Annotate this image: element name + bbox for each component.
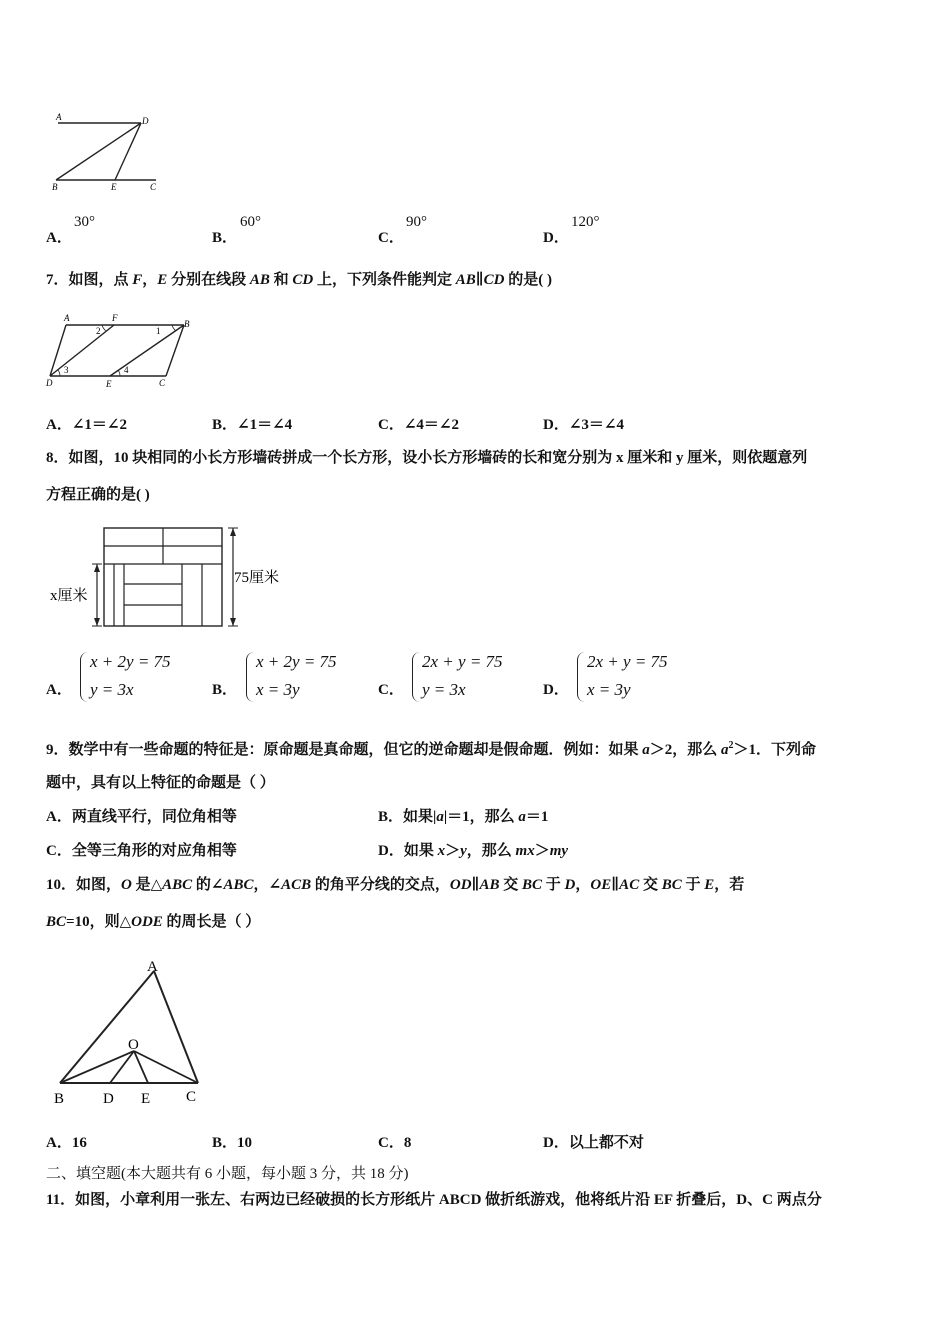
q8-stem-line2: 方程正确的是( ) [46, 487, 150, 503]
q10-option-d[interactable] [543, 1131, 644, 1152]
q10-var: ODE [131, 914, 163, 930]
q6-option-d-value: 120° [571, 214, 600, 230]
q10-var: BC [661, 877, 682, 893]
q8-option-d-letter: D． [543, 682, 569, 698]
q10-var: OD∥AB [449, 877, 500, 893]
q9-option-b-var: a [518, 809, 526, 825]
q9-option-b[interactable] [378, 807, 548, 827]
q7-stem-text: 7．如图，点 [46, 272, 133, 288]
q7-option-a-letter: A． [46, 417, 72, 433]
q6-label-d: D [142, 116, 149, 126]
q9-option-d-text: ＞ [445, 843, 461, 859]
q10-label-c: C [186, 1089, 197, 1105]
q7-label-b: B [184, 319, 190, 329]
q8-option-c-eq2: y = 3x [422, 680, 466, 699]
q10-label-a: A [147, 959, 158, 975]
q9-option-d-var: mx [515, 843, 535, 859]
q8-option-b-brace [246, 652, 255, 702]
q10-option-a-letter: A． [46, 1135, 72, 1151]
q10-option-b-letter: B． [212, 1135, 238, 1151]
q10-var: O [121, 877, 132, 893]
q7-label-f: F [112, 313, 118, 323]
q7-stem-var-e: E [157, 272, 168, 288]
q9-option-d-text: ，那么 [466, 843, 516, 859]
q9-text: 9．数学中有一些命题的特征是：原命题是真命题，但它的逆命题却是假命题．例如：如果 [46, 742, 643, 758]
q7-option-b-text: ∠1＝∠4 [237, 417, 293, 433]
section-2-heading: 二、填空题(本大题共有 6 小题，每小题 3 分，共 18 分) [46, 1166, 409, 1182]
q6-label-a: A [56, 112, 62, 122]
q8-option-a-eq1: x + 2y = 75 [90, 652, 171, 671]
q9-stem-line2: 题中，具有以上特征的命题是（ ） [46, 775, 275, 791]
q10-option-b[interactable] [212, 1131, 252, 1152]
q10-var: E [704, 877, 715, 893]
q6-option-c-letter: C． [378, 230, 404, 246]
q8-option-c[interactable] [378, 648, 538, 708]
q10-text: ， [575, 877, 591, 893]
q10-figure [48, 955, 218, 1110]
q9-option-b-text: B．如果| [378, 809, 437, 825]
q7-option-d-letter: D． [543, 417, 569, 433]
q11-stem: 11．如图，小章利用一张左、右两边已经破损的长方形纸片 ABCD 做折纸游戏，他将纸片沿 EF 折叠后，D、C 两点分 [46, 1192, 822, 1208]
q8-option-d-eq1: 2x + y = 75 [587, 652, 668, 671]
q7-option-a-text: ∠1＝∠2 [71, 417, 127, 433]
q10-option-a[interactable] [46, 1131, 87, 1152]
q7-option-a[interactable] [46, 413, 127, 434]
q10-text: 10．如图， [46, 877, 122, 893]
q10-var: ABC [162, 877, 193, 893]
q10-var: OE∥AC [590, 877, 640, 893]
q10-var: ACB [281, 877, 312, 893]
q8-option-a-brace [80, 652, 89, 702]
q6-figure [48, 110, 168, 195]
q8-option-c-letter: C． [378, 682, 404, 698]
q9-option-b-text: ＝1 [525, 809, 549, 825]
q9-exponent: 2 [728, 740, 734, 751]
q6-option-c[interactable] [378, 214, 427, 247]
q9-text: ＞1．下列命 [733, 742, 817, 758]
q8-stem-line1: 8．如图，10 块相同的小长方形墙砖拼成一个长方形，设小长方形墙砖的长和宽分别为 x 厘米和 y 厘米，则依题意列 [46, 450, 808, 466]
q6-option-b-value: 60° [240, 214, 261, 230]
q10-label-o: O [128, 1037, 139, 1053]
q10-text: 于 [681, 877, 705, 893]
q7-option-b[interactable] [212, 413, 292, 434]
q10-var: ABC [223, 877, 254, 893]
q9-stem-line1 [46, 736, 816, 760]
q9-option-a[interactable]: A．两直线平行，同位角相等 [46, 809, 237, 825]
q7-option-c[interactable] [378, 413, 459, 434]
q9-option-d-text: ＞ [534, 843, 550, 859]
q6-option-d-letter: D． [543, 230, 569, 246]
q8-option-a[interactable] [46, 648, 206, 708]
q8-option-d-eq2: x = 3y [587, 680, 631, 699]
q8-option-a-eq2: y = 3x [90, 680, 134, 699]
q10-text: 交 [499, 877, 523, 893]
q10-option-c[interactable] [378, 1131, 411, 1152]
q8-option-c-eq1: 2x + y = 75 [422, 652, 503, 671]
q7-stem-var-cd: CD [292, 272, 314, 288]
q7-label-a: A [64, 313, 70, 323]
q6-label-c: C [150, 182, 157, 192]
q7-angle-1: 1 [156, 326, 161, 336]
q10-text: 于 [542, 877, 565, 893]
q7-label-c: C [159, 378, 166, 388]
q7-figure [44, 310, 204, 392]
q7-option-c-text: ∠4＝∠2 [403, 417, 459, 433]
q10-label-d: D [103, 1091, 114, 1107]
q7-angle-4: 4 [124, 365, 129, 375]
q7-stem-text: 分别在线段 [167, 272, 250, 288]
q8-option-a-letter: A． [46, 682, 72, 698]
q7-stem-text: 的是( ) [504, 272, 553, 288]
q10-var: D [564, 877, 576, 893]
q8-option-b-system [256, 648, 337, 704]
q10-text: 的角平分线的交点， [311, 877, 450, 893]
q9-option-d-var: x [437, 843, 446, 859]
q7-option-b-letter: B． [212, 417, 238, 433]
q7-option-c-letter: C． [378, 417, 404, 433]
q6-option-d[interactable] [543, 214, 600, 247]
q8-option-b-eq2: x = 3y [256, 680, 300, 699]
q10-label-e: E [141, 1091, 151, 1107]
q7-stem [46, 270, 552, 290]
q8-option-a-system [90, 648, 171, 704]
q8-label-75: 75厘米 [234, 570, 280, 586]
q10-var: BC [522, 877, 543, 893]
q10-text: ，若 [714, 877, 745, 893]
q7-angle-3: 3 [64, 365, 69, 375]
q9-option-c[interactable]: C．全等三角形的对应角相等 [46, 843, 237, 859]
q6-option-c-value: 90° [406, 214, 427, 230]
q7-stem-var-ab-cd: AB∥CD [455, 272, 505, 288]
q10-text: 的∠ [192, 877, 224, 893]
q10-option-c-letter: C． [378, 1135, 404, 1151]
q6-option-a-letter: A． [46, 230, 72, 246]
q7-stem-text: 上，下列条件能判定 [313, 272, 456, 288]
q9-option-d-var: y [460, 843, 467, 859]
q9-var-a: a [721, 742, 729, 758]
q7-stem-text: ， [142, 272, 158, 288]
q8-option-b-eq1: x + 2y = 75 [256, 652, 337, 671]
q7-option-d[interactable] [543, 413, 624, 434]
q8-figure [48, 522, 298, 637]
q7-stem-var-f: F [132, 272, 143, 288]
q6-option-a[interactable] [46, 214, 95, 247]
q6-label-e: E [111, 182, 117, 192]
q10-option-d-text: 以上都不对 [568, 1135, 644, 1151]
q8-option-d-brace [577, 652, 586, 702]
q9-text: ＞2，那么 [649, 742, 722, 758]
q7-label-e: E [106, 379, 112, 389]
q8-option-b-letter: B． [212, 682, 238, 698]
q10-option-d-letter: D． [543, 1135, 569, 1151]
q7-option-d-text: ∠3＝∠4 [568, 417, 624, 433]
q9-option-d-var: my [549, 843, 569, 859]
q8-option-d-system [587, 648, 668, 704]
q9-var-a: a [642, 742, 650, 758]
q10-text: 的周长是（ ） [162, 914, 261, 930]
q10-label-b: B [54, 1091, 65, 1107]
q10-option-c-text: 8 [403, 1135, 412, 1151]
q10-text: 是△ [131, 877, 163, 893]
q6-option-a-value: 30° [74, 214, 95, 230]
q6-label-b: B [52, 182, 58, 192]
q10-option-a-text: 16 [71, 1135, 87, 1151]
q9-option-d-text: D．如果 [378, 843, 438, 859]
q10-text: 交 [639, 877, 662, 893]
q10-var: BC [46, 914, 67, 930]
q7-stem-var-ab: AB [249, 272, 270, 288]
q10-stem-line1 [46, 875, 744, 895]
q9-option-d[interactable] [378, 841, 568, 861]
q10-text: ，∠ [253, 877, 282, 893]
q9-option-b-text: |＝1，那么 [443, 809, 519, 825]
q8-option-d[interactable] [543, 648, 703, 708]
q8-label-x: x厘米 [50, 588, 88, 604]
q7-stem-text: 和 [269, 272, 293, 288]
q6-option-b-letter: B． [212, 230, 238, 246]
q10-option-b-text: 10 [237, 1135, 253, 1151]
q8-option-b[interactable] [212, 648, 372, 708]
q8-option-c-brace [412, 652, 421, 702]
q6-option-b[interactable] [212, 214, 261, 247]
q7-angle-2: 2 [96, 326, 101, 336]
q7-label-d: D [46, 378, 53, 388]
q8-option-c-system [422, 648, 503, 704]
q10-text: =10，则△ [66, 914, 132, 930]
q9-option-b-var: a [436, 809, 444, 825]
q10-stem-line2 [46, 912, 260, 932]
